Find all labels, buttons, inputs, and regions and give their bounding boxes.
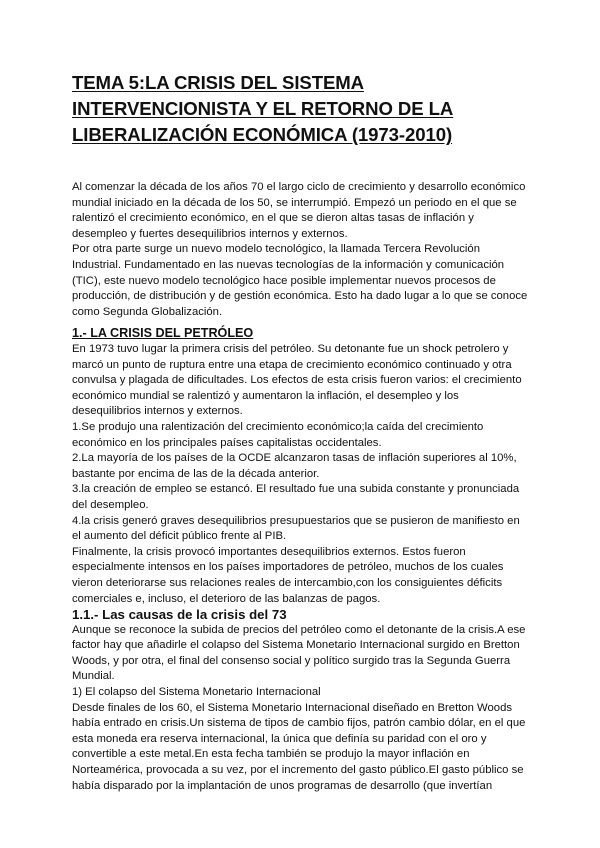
intro-block bbox=[72, 180, 530, 320]
section-1-paragraph: En 1973 tuvo lugar la primera crisis del petróleo. Su detonante fue un shock petrolero y marcó un punto de ruptura entre una etapa de crecimiento económico continuado y otra convulsa y plagada de dificultades. Los efectos de esta crisis fueron varios: el crecimiento económico mundial se ralentizó y aumentaron la inflación, el desempleo y los desequilibrios internos y externos. bbox=[72, 343, 522, 418]
section-1-closing: Finalmente, la crisis provocó importantes desequilibrios externos. Estos fueron especialmente intensos en los países importadores de petróleo, muchos de los cuales vieron deteriorarse sus relaciones reales de intercambio,con los consiguientes déficits comerciales e, incluso, el deterioro de las balanzas de pagos. bbox=[72, 545, 504, 605]
effect-item-4: 4.la crisis generó graves desequilibrios presupuestarios que se pusieron de manifiesto en el aumento del déficit público frente al PIB. bbox=[72, 514, 520, 543]
section-1 bbox=[72, 324, 530, 794]
section-1-1-paragraph: Aunque se reconoce la subida de precios del petróleo como el detonante de la crisis.A ese factor hay que añadirle el colapso del Sistema Monetario Internacional surgido en Bretton Woods, y por otra, el final del consenso social y político surgido tras la Segunda Guerra Mundial. bbox=[72, 623, 526, 683]
section-1-heading: 1.- LA CRISIS DEL PETRÓLEO bbox=[72, 326, 254, 340]
cause-1-text: Desde finales de los 60, el Sistema Monetario Internacional diseñado en Bretton Woods había entrado en crisis.Un sistema de tipos de cambio fijos, patrón cambio dólar, en el que esta moneda era reserva internacional, la única que definía su paridad con el oro y convertible a este metal.En esta fecha también se produjo la mayor inflación en Norteamérica, provocada a su vez, por el incremento del gasto público.El gasto público se había disparado por la implantación de unos programas de desarrollo (que invertían bbox=[72, 701, 526, 792]
document-title: TEMA 5:LA CRISIS DEL SISTEMA INTERVENCIONISTA Y EL RETORNO DE LA LIBERALIZACIÓN ECONÓMICA (1973-2010) bbox=[72, 72, 454, 145]
cause-1-heading: 1) El colapso del Sistema Monetario Internacional bbox=[72, 686, 321, 699]
section-1-1-heading: 1.1.- Las causas de la crisis del 73 bbox=[72, 607, 287, 623]
effect-item-3: 3.la creación de empleo se estancó. El resultado fue una subida constante y pronunciada del desempleo. bbox=[72, 483, 520, 511]
effect-item-1: 1.Se produjo una ralentización del crecimiento económico;la caída del crecimiento económico en los principales países capitalistas occidentales. bbox=[72, 420, 484, 449]
effect-item-2: 2.La mayoría de los países de la OCDE alcanzaron tasas de inflación superiores al 10%, bastante por encima de las de la década anterior. bbox=[72, 452, 517, 480]
intro-paragraph-2: Por otra parte surge un nuevo modelo tecnológico, la llamada Tercera Revolución Industrial. Fundamentado en las nuevas tecnologías de la información y comunicación (TIC), este nuevo modelo tecnológico hace posible implementar nuevos procesos de producción, de distribución y de gestión económica. Esto ha dado lugar a lo que se conoce como Segunda Globalización. bbox=[72, 243, 528, 318]
intro-paragraph-1: Al comenzar la década de los años 70 el largo ciclo de crecimiento y desarrollo económico mundial iniciado en la década de los 50, se interrumpió. Empezó un periodo en el que se ralentizó el crecimiento económico, en el que se dieron altas tasas de inflación y desempleo y fuertes desequilibrios internos y externos. bbox=[72, 181, 526, 240]
